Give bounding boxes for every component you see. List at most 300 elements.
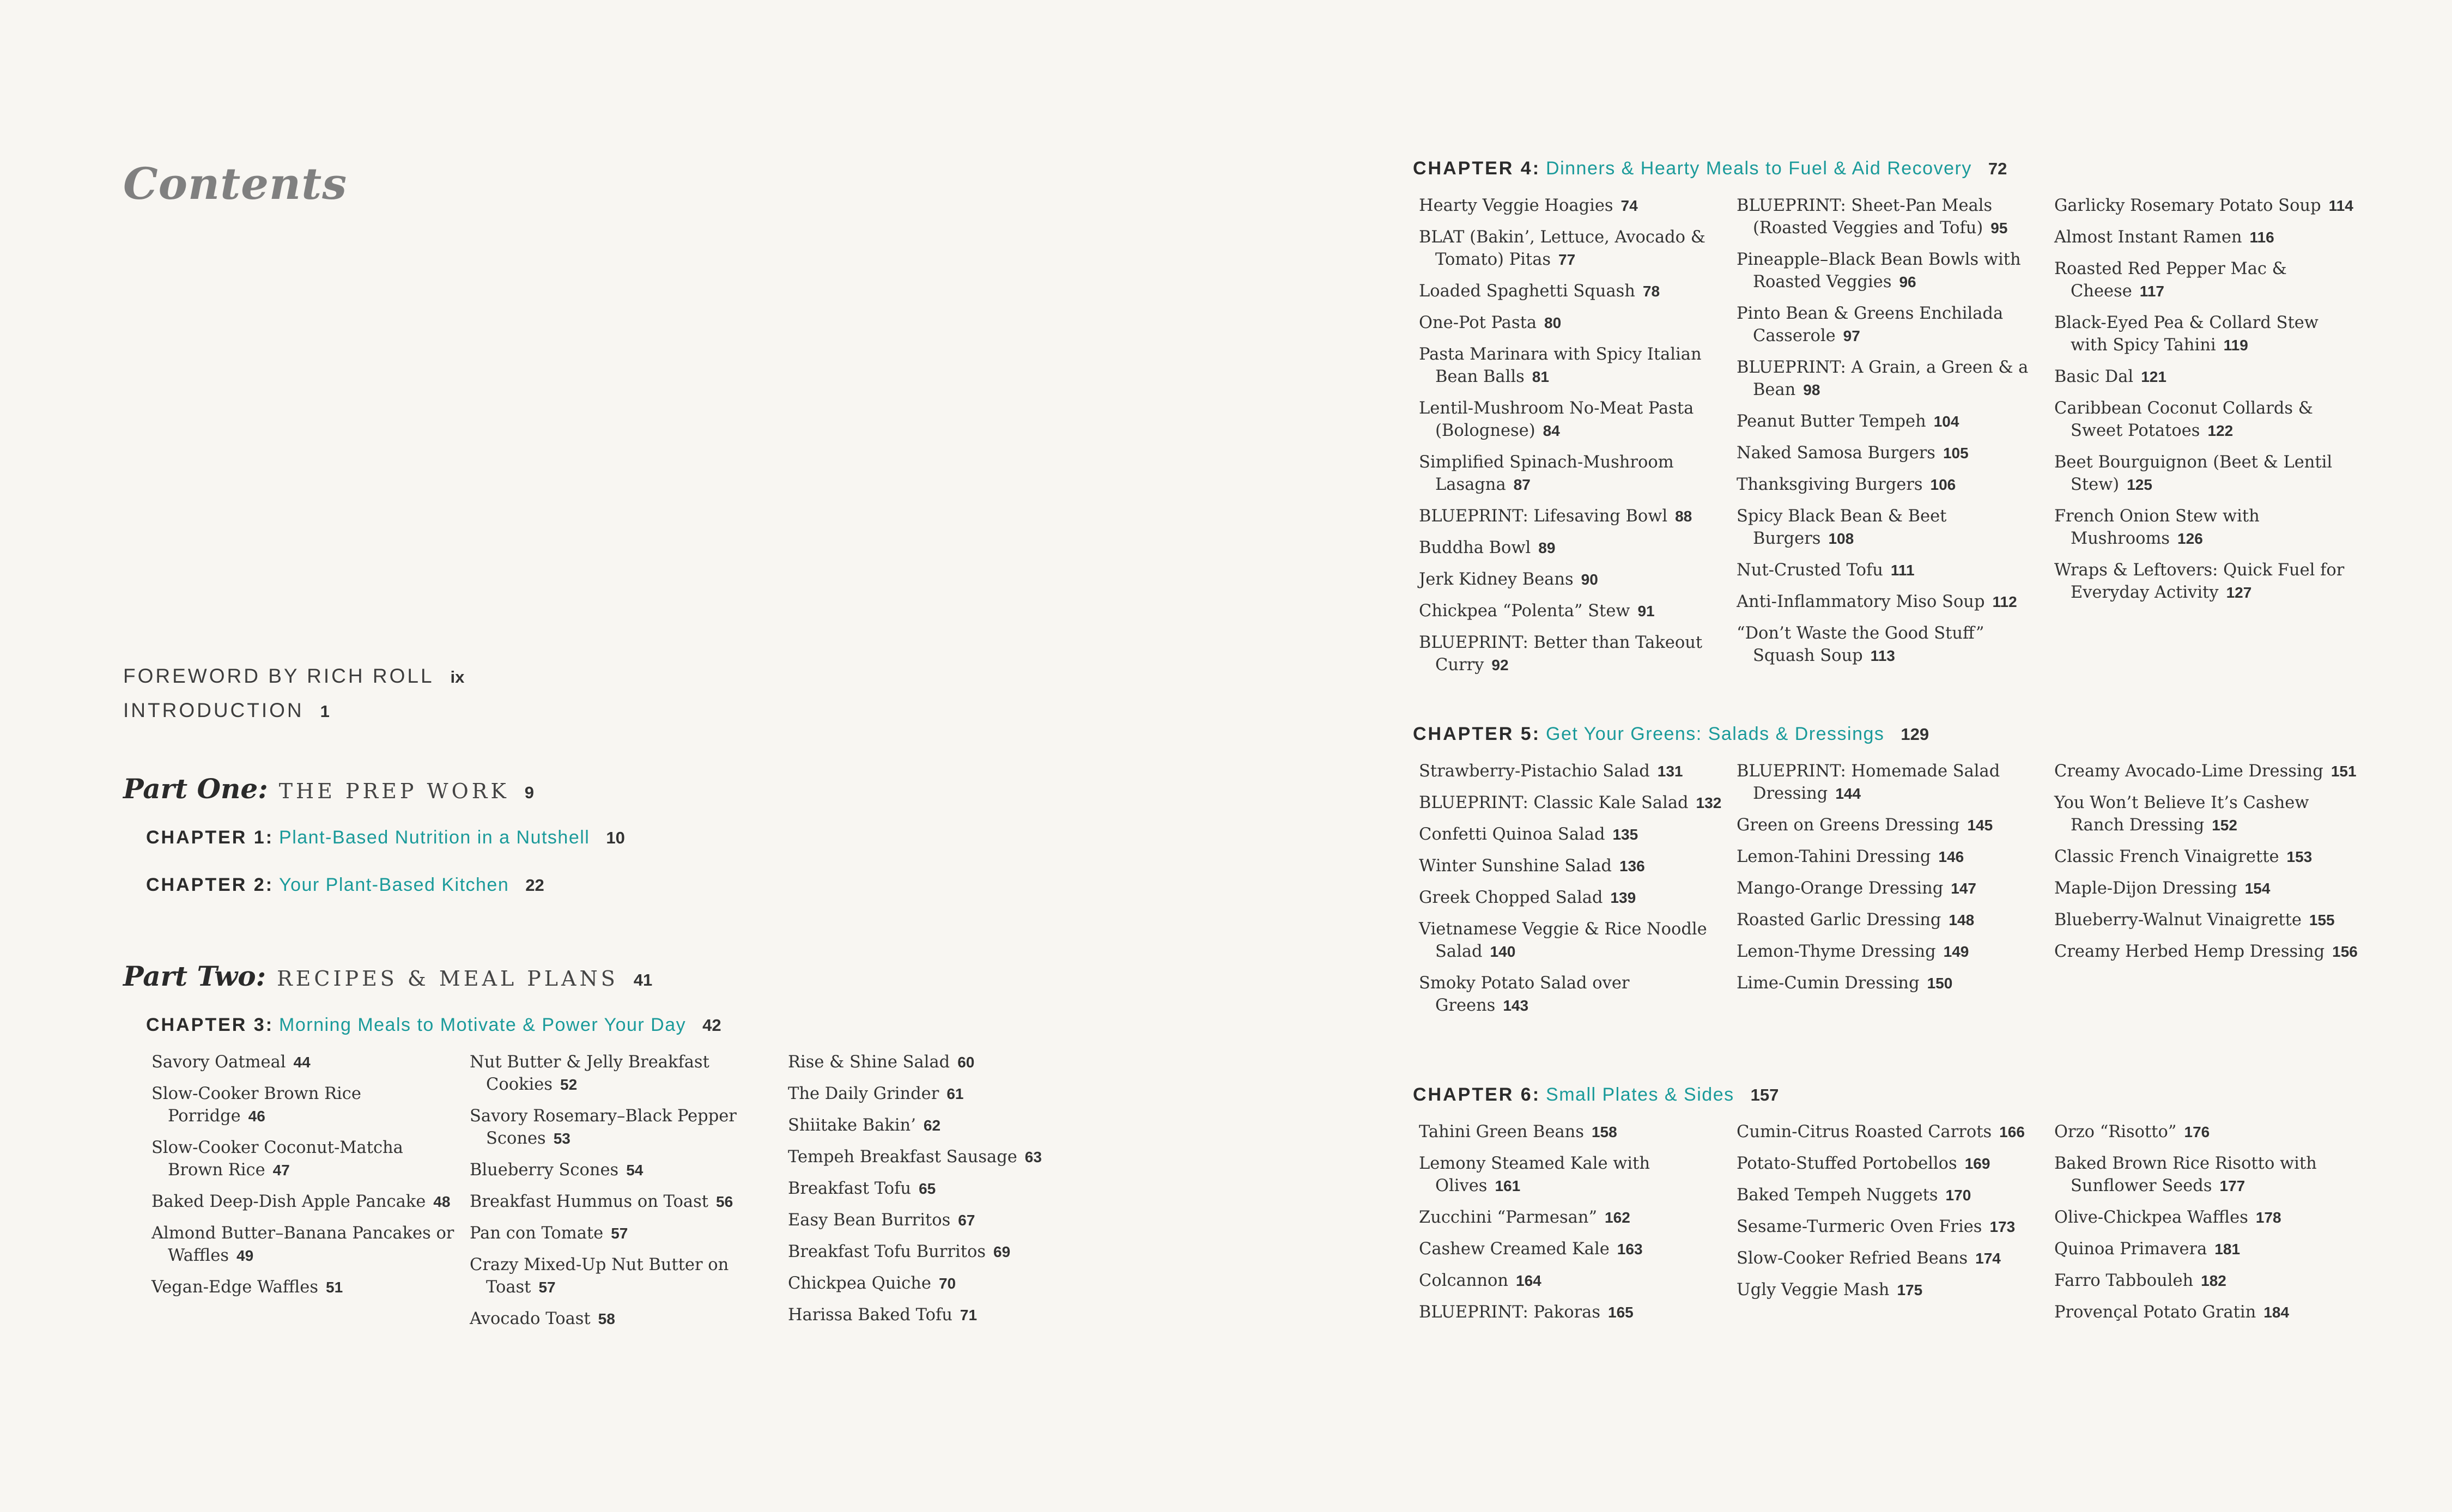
entry-title: Slow-Cooker Coconut-Matcha Brown Rice — [151, 1138, 403, 1180]
toc-entry[interactable] — [1419, 1270, 1724, 1292]
chapter-6-column-2 — [1737, 1121, 2042, 1310]
entry-page: 140 — [1490, 943, 1516, 960]
toc-entry[interactable] — [470, 1191, 775, 1213]
entry-page: 54 — [626, 1162, 644, 1179]
entry-page: 175 — [1897, 1282, 1923, 1298]
entry-page: 139 — [1610, 889, 1636, 906]
entry-page: 132 — [1696, 794, 1722, 811]
chapter-page: 42 — [702, 1016, 721, 1035]
entry-title: Easy Bean Burritos — [788, 1211, 951, 1230]
toc-entry[interactable] — [2054, 1121, 2359, 1143]
entry-title: Almond Butter–Banana Pancakes or Waffles — [151, 1224, 454, 1265]
toc-entry[interactable] — [2054, 940, 2359, 963]
toc-chapter-3[interactable] — [146, 1015, 721, 1036]
entry-page: 117 — [2139, 283, 2164, 300]
toc-entry[interactable] — [1419, 760, 1724, 782]
entry-page: 122 — [2207, 422, 2233, 439]
entry-page: 67 — [958, 1212, 975, 1229]
toc-entry[interactable] — [151, 1051, 457, 1073]
entry-page: 176 — [2184, 1124, 2210, 1140]
toc-entry[interactable] — [1419, 343, 1724, 388]
toc-part-two[interactable] — [123, 960, 652, 992]
part-one-script: Part One: — [123, 773, 268, 805]
entry-page: 111 — [1890, 562, 1915, 579]
entry-title: Tahini Green Beans — [1419, 1122, 1584, 1141]
entry-page: 150 — [1927, 975, 1953, 992]
entry-title: Caribbean Coconut Collards & Sweet Potatoes — [2054, 399, 2313, 440]
toc-entry[interactable] — [1419, 792, 1724, 814]
toc-entry[interactable] — [1419, 451, 1724, 496]
entry-title: Beet Bourguignon (Beet & Lentil Stew) — [2054, 453, 2333, 494]
entry-page: 145 — [1967, 817, 1993, 834]
entry-title: Slow-Cooker Brown Rice Porridge — [151, 1084, 361, 1126]
page-title: Contents — [123, 158, 348, 209]
entry-page: 162 — [1605, 1209, 1630, 1226]
entry-page: 156 — [2332, 943, 2358, 960]
entry-title: Creamy Herbed Hemp Dressing — [2054, 942, 2325, 961]
chapter-page: 72 — [1988, 159, 2007, 178]
entry-page: 58 — [598, 1310, 615, 1327]
toc-entry[interactable] — [1419, 195, 1724, 217]
entry-title: Avocado Toast — [470, 1309, 591, 1328]
entry-page: 74 — [1620, 197, 1638, 214]
entry-page: 57 — [538, 1279, 556, 1296]
entry-page: 92 — [1491, 657, 1509, 673]
entry-page: 164 — [1516, 1272, 1541, 1289]
entry-page: 135 — [1612, 826, 1638, 843]
entry-page: 170 — [1945, 1187, 1971, 1204]
entry-title: Chickpea “Polenta” Stew — [1419, 602, 1630, 621]
entry-page: 178 — [2255, 1209, 2281, 1226]
toc-entry[interactable] — [2054, 1152, 2359, 1197]
entry-page: 165 — [1608, 1304, 1634, 1321]
toc-entry[interactable] — [1419, 972, 1724, 1017]
chapter-title: Plant-Based Nutrition in a Nutshell — [279, 827, 590, 848]
toc-entry[interactable] — [1737, 1216, 2042, 1238]
entry-title: Shiitake Bakin’ — [788, 1116, 916, 1135]
entry-title: Cumin-Citrus Roasted Carrots — [1737, 1122, 1992, 1141]
chapter-label: CHAPTER 1: — [146, 827, 274, 848]
entry-title: Winter Sunshine Salad — [1419, 857, 1612, 876]
toc-entry[interactable] — [1419, 823, 1724, 846]
toc-entry[interactable] — [2054, 792, 2359, 836]
toc-entry[interactable] — [1737, 1121, 2042, 1143]
toc-entry[interactable] — [2054, 909, 2359, 931]
chapter-4-column-3 — [2054, 195, 2359, 613]
entry-title: Green on Greens Dressing — [1737, 816, 1960, 835]
entry-title: Vegan-Edge Waffles — [151, 1278, 318, 1297]
entry-page: 108 — [1828, 530, 1854, 547]
toc-entry[interactable] — [1737, 622, 2042, 667]
toc-entry[interactable] — [1737, 302, 2042, 347]
chapter-5-column-1 — [1419, 760, 1724, 1026]
entry-page: 78 — [1642, 283, 1660, 300]
entry-title: Pasta Marinara with Spicy Italian Bean Balls — [1419, 345, 1702, 386]
entry-page: 48 — [433, 1193, 451, 1210]
toc-entry[interactable] — [1737, 1184, 2042, 1206]
entry-title: Greek Chopped Salad — [1419, 888, 1603, 907]
toc-entry[interactable] — [1419, 280, 1724, 302]
toc-entry[interactable] — [2054, 1301, 2359, 1323]
entry-title: Baked Brown Rice Risotto with Sunflower Seeds — [2054, 1154, 2317, 1195]
entry-title: Thanksgiving Burgers — [1737, 475, 1923, 494]
toc-entry[interactable] — [788, 1272, 1093, 1295]
chapter-4-column-2 — [1737, 195, 2042, 676]
toc-entry[interactable] — [470, 1222, 775, 1244]
toc-entry[interactable] — [2054, 451, 2359, 496]
toc-entry[interactable] — [1419, 855, 1724, 877]
entry-page: 112 — [1992, 593, 2017, 610]
entry-title: Crazy Mixed-Up Nut Butter on Toast — [470, 1255, 729, 1297]
chapter-label: CHAPTER 3: — [146, 1015, 274, 1035]
entry-page: 106 — [1930, 476, 1956, 493]
entry-page: 61 — [946, 1085, 964, 1102]
toc-entry[interactable] — [1737, 940, 2042, 963]
toc-entry[interactable] — [1419, 568, 1724, 591]
toc-entry[interactable] — [2054, 312, 2359, 356]
entry-title: Black-Eyed Pea & Collard Stew with Spicy Tahini — [2054, 313, 2319, 355]
entry-page: 91 — [1637, 603, 1655, 620]
chapter-label: CHAPTER 4: — [1413, 158, 1541, 179]
toc-entry[interactable] — [2054, 1270, 2359, 1292]
entry-page: 89 — [1538, 539, 1556, 556]
entry-page: 69 — [993, 1243, 1011, 1260]
entry-title: Provençal Potato Gratin — [2054, 1303, 2256, 1322]
entry-title: Naked Samosa Burgers — [1737, 444, 1935, 463]
entry-page: 57 — [611, 1225, 628, 1242]
entry-page: 166 — [1999, 1124, 2025, 1140]
toc-entry[interactable] — [1419, 397, 1724, 442]
toc-entry[interactable] — [1737, 909, 2042, 931]
entry-page: 147 — [1951, 880, 1976, 897]
entry-page: 182 — [2201, 1272, 2226, 1289]
entry-page: 144 — [1835, 785, 1861, 802]
toc-entry[interactable] — [1419, 312, 1724, 334]
toc-chapter-4[interactable] — [1413, 158, 2007, 179]
toc-entry[interactable] — [1737, 356, 2042, 401]
entry-title: Classic French Vinaigrette — [2054, 847, 2279, 866]
entry-title: BLUEPRINT: Classic Kale Salad — [1419, 793, 1689, 812]
entry-title: Savory Oatmeal — [151, 1053, 286, 1072]
entry-page: 113 — [1870, 647, 1895, 664]
entry-page: 49 — [236, 1247, 254, 1264]
toc-entry[interactable] — [1737, 505, 2042, 550]
introduction-label: INTRODUCTION — [123, 699, 304, 721]
part-two-name: RECIPES & MEAL PLANS — [277, 967, 618, 991]
entry-page: 121 — [2141, 368, 2166, 385]
entry-page: 114 — [2328, 197, 2353, 214]
toc-entry[interactable] — [788, 1051, 1093, 1073]
entry-title: Roasted Garlic Dressing — [1737, 910, 1941, 930]
entry-title: Almost Instant Ramen — [2054, 228, 2242, 247]
entry-page: 181 — [2214, 1241, 2241, 1258]
toc-entry[interactable] — [1737, 846, 2042, 868]
entry-title: BLUEPRINT: A Grain, a Green & a Bean — [1737, 358, 2029, 399]
entry-title: Potato-Stuffed Portobellos — [1737, 1154, 1957, 1173]
part-two-script: Part Two: — [123, 960, 266, 992]
toc-entry[interactable] — [470, 1105, 775, 1150]
toc-entry[interactable] — [1737, 248, 2042, 293]
chapter-6-column-1 — [1419, 1121, 1724, 1333]
chapter-page: 22 — [525, 876, 544, 895]
entry-page: 177 — [2219, 1177, 2245, 1194]
entry-title: “Don’t Waste the Good Stuff” Squash Soup — [1737, 624, 1984, 665]
entry-page: 174 — [1975, 1250, 2001, 1267]
toc-entry[interactable] — [1419, 886, 1724, 909]
toc-entry[interactable] — [1419, 918, 1724, 963]
entry-page: 90 — [1581, 571, 1598, 588]
toc-entry[interactable] — [1737, 559, 2042, 581]
entry-title: Zucchini “Parmesan” — [1419, 1208, 1598, 1227]
entry-title: Anti-Inflammatory Miso Soup — [1737, 592, 1985, 611]
entry-title: Nut-Crusted Tofu — [1737, 561, 1883, 580]
entry-page: 155 — [2309, 912, 2335, 928]
toc-entry[interactable] — [1737, 442, 2042, 464]
entry-title: Simplified Spinach-Mushroom Lasagna — [1419, 453, 1674, 494]
toc-entry[interactable] — [788, 1304, 1093, 1326]
entry-page: 163 — [1617, 1241, 1643, 1258]
toc-chapter-5[interactable] — [1413, 724, 1929, 745]
chapter-title: Get Your Greens: Salads & Dressings — [1546, 724, 1885, 744]
toc-entry[interactable] — [1419, 631, 1724, 676]
entry-page: 126 — [2177, 530, 2203, 547]
toc-introduction[interactable] — [123, 699, 330, 722]
entry-page: 148 — [1949, 912, 1975, 928]
entry-title: BLUEPRINT: Homemade Salad Dressing — [1737, 762, 2000, 803]
entry-page: 158 — [1591, 1124, 1617, 1140]
entry-page: 77 — [1558, 251, 1576, 268]
entry-page: 152 — [2212, 817, 2237, 834]
entry-page: 44 — [293, 1054, 311, 1071]
toc-entry[interactable] — [2054, 846, 2359, 868]
entry-title: The Daily Grinder — [788, 1084, 939, 1103]
entry-title: Spicy Black Bean & Beet Burgers — [1737, 507, 1947, 548]
entry-page: 51 — [326, 1279, 343, 1296]
entry-title: Wraps & Leftovers: Quick Fuel for Everyday Activity — [2054, 561, 2345, 602]
entry-title: Lemon-Thyme Dressing — [1737, 942, 1936, 961]
toc-entry[interactable] — [2054, 559, 2359, 604]
toc-entry[interactable] — [1737, 1247, 2042, 1270]
entry-title: Olive-Chickpea Waffles — [2054, 1208, 2248, 1227]
entry-title: You Won’t Believe It’s Cashew Ranch Dressing — [2054, 793, 2309, 835]
toc-entry[interactable] — [1419, 600, 1724, 622]
toc-chapter-6[interactable] — [1413, 1084, 1779, 1106]
entry-title: Baked Tempeh Nuggets — [1737, 1186, 1938, 1205]
entry-page: 84 — [1543, 422, 1560, 439]
toc-entry[interactable] — [470, 1308, 775, 1330]
chapter-label: CHAPTER 6: — [1413, 1084, 1541, 1105]
entry-page: 98 — [1803, 381, 1820, 398]
toc-entry[interactable] — [1419, 505, 1724, 527]
entry-title: Smoky Potato Salad over Greens — [1419, 974, 1630, 1015]
chapter-title: Morning Meals to Motivate & Power Your Day — [279, 1015, 687, 1035]
toc-entry[interactable] — [1419, 1152, 1724, 1197]
toc-chapter-1[interactable] — [146, 827, 625, 848]
entry-title: Lentil-Mushroom No-Meat Pasta (Bolognese) — [1419, 399, 1694, 440]
toc-entry[interactable] — [1737, 1279, 2042, 1301]
entry-title: Mango-Orange Dressing — [1737, 879, 1944, 898]
entry-page: 116 — [2249, 229, 2274, 246]
entry-title: Rise & Shine Salad — [788, 1053, 950, 1072]
toc-entry[interactable] — [1737, 591, 2042, 613]
chapter-label: CHAPTER 5: — [1413, 724, 1541, 744]
entry-title: Confetti Quinoa Salad — [1419, 825, 1605, 844]
toc-entry[interactable] — [1419, 537, 1724, 559]
entry-title: Maple-Dijon Dressing — [2054, 879, 2237, 898]
entry-title: Sesame-Turmeric Oven Fries — [1737, 1217, 1982, 1236]
entry-title: BLUEPRINT: Pakoras — [1419, 1303, 1601, 1322]
toc-entry[interactable] — [1737, 195, 2042, 239]
chapter-title: Dinners & Hearty Meals to Fuel & Aid Recovery — [1546, 158, 1972, 179]
entry-title: Farro Tabbouleh — [2054, 1271, 2194, 1290]
entry-title: Breakfast Tofu Burritos — [788, 1242, 986, 1261]
chapter-label: CHAPTER 2: — [146, 875, 274, 895]
entry-page: 97 — [1843, 327, 1860, 344]
chapter-page: 157 — [1750, 1085, 1779, 1104]
entry-title: Colcannon — [1419, 1271, 1509, 1290]
chapter-3-column-2 — [470, 1051, 775, 1339]
entry-title: Vietnamese Veggie & Rice Noodle Salad — [1419, 920, 1707, 961]
entry-title: Buddha Bowl — [1419, 538, 1531, 557]
toc-entry[interactable] — [2054, 1238, 2359, 1260]
chapter-6-column-3 — [2054, 1121, 2359, 1333]
entry-title: Ugly Veggie Mash — [1737, 1280, 1890, 1300]
entry-title: Cashew Creamed Kale — [1419, 1240, 1610, 1259]
entry-page: 81 — [1532, 368, 1549, 385]
toc-entry[interactable] — [151, 1083, 457, 1127]
entry-page: 146 — [1938, 848, 1964, 865]
entry-page: 96 — [1899, 274, 1916, 290]
entry-title: Creamy Avocado-Lime Dressing — [2054, 762, 2323, 781]
entry-page: 65 — [919, 1180, 936, 1197]
entry-title: One-Pot Pasta — [1419, 313, 1537, 332]
toc-foreword[interactable] — [123, 665, 464, 688]
entry-title: Harissa Baked Tofu — [788, 1305, 952, 1325]
entry-page: 119 — [2223, 337, 2248, 354]
entry-title: Savory Rosemary–Black Pepper Scones — [470, 1107, 737, 1148]
toc-entry[interactable] — [151, 1222, 457, 1267]
entry-page: 71 — [960, 1307, 978, 1323]
entry-page: 143 — [1503, 997, 1529, 1014]
entry-page: 46 — [248, 1108, 265, 1125]
entry-page: 52 — [560, 1076, 578, 1093]
entry-page: 127 — [2226, 584, 2252, 601]
toc-entry[interactable] — [2054, 877, 2359, 900]
entry-title: Blueberry Scones — [470, 1161, 619, 1180]
entry-page: 161 — [1495, 1177, 1521, 1194]
toc-entry[interactable] — [788, 1209, 1093, 1231]
entry-title: Pan con Tomate — [470, 1224, 604, 1243]
toc-entry[interactable] — [788, 1177, 1093, 1200]
toc-entry[interactable] — [470, 1159, 775, 1181]
toc-entry[interactable] — [2054, 1206, 2359, 1229]
entry-title: French Onion Stew with Mushrooms — [2054, 507, 2260, 548]
toc-entry[interactable] — [788, 1114, 1093, 1137]
entry-page: 104 — [1933, 413, 1959, 430]
entry-title: Breakfast Tofu — [788, 1179, 912, 1198]
chapter-3-column-1 — [151, 1051, 457, 1308]
toc-entry[interactable] — [151, 1191, 457, 1213]
toc-entry[interactable] — [1737, 814, 2042, 836]
toc-entry[interactable] — [470, 1254, 775, 1298]
entry-title: BLAT (Bakin’, Lettuce, Avocado & Tomato) Pitas — [1419, 228, 1706, 269]
foreword-page: ix — [450, 667, 465, 687]
toc-chapter-2[interactable] — [146, 875, 544, 896]
chapter-5-column-3 — [2054, 760, 2359, 972]
entry-page: 80 — [1544, 314, 1562, 331]
toc-entry[interactable] — [788, 1241, 1093, 1263]
part-one-name: THE PREP WORK — [278, 779, 509, 803]
toc-entry[interactable] — [1419, 1301, 1724, 1323]
toc-entry[interactable] — [1737, 760, 2042, 805]
entry-page: 60 — [957, 1054, 975, 1071]
toc-entry[interactable] — [2054, 195, 2359, 217]
part-two-page: 41 — [633, 970, 653, 989]
entry-page: 125 — [2127, 476, 2152, 493]
entry-page: 87 — [1513, 476, 1531, 493]
part-one-page: 9 — [524, 783, 535, 802]
entry-title: Quinoa Primavera — [2054, 1240, 2207, 1259]
entry-page: 63 — [1024, 1149, 1042, 1165]
toc-entry[interactable] — [2054, 226, 2359, 248]
entry-title: Baked Deep-Dish Apple Pancake — [151, 1192, 426, 1211]
entry-title: Pinto Bean & Greens Enchilada Casserole — [1737, 304, 2004, 345]
toc-entry[interactable] — [470, 1051, 775, 1096]
entry-page: 88 — [1675, 508, 1692, 525]
entry-title: BLUEPRINT: Sheet-Pan Meals (Roasted Veggies and Tofu) — [1737, 196, 1993, 238]
toc-entry[interactable] — [1419, 1206, 1724, 1229]
toc-entry[interactable] — [1737, 473, 2042, 496]
entry-title: Lime-Cumin Dressing — [1737, 974, 1920, 993]
chapter-page: 129 — [1901, 725, 1929, 744]
chapter-4-column-1 — [1419, 195, 1724, 685]
entry-title: Strawberry-Pistachio Salad — [1419, 762, 1650, 781]
entry-page: 56 — [716, 1193, 733, 1210]
toc-entry[interactable] — [151, 1276, 457, 1298]
toc-entry[interactable] — [1419, 226, 1724, 271]
toc-entry[interactable] — [788, 1146, 1093, 1168]
toc-entry[interactable] — [1737, 972, 2042, 994]
entry-title: Basic Dal — [2054, 367, 2134, 386]
entry-title: BLUEPRINT: Lifesaving Bowl — [1419, 507, 1668, 526]
chapter-page: 10 — [606, 828, 625, 847]
entry-title: Lemon-Tahini Dressing — [1737, 847, 1931, 866]
toc-entry[interactable] — [2054, 366, 2359, 388]
entry-title: Lemony Steamed Kale with Olives — [1419, 1154, 1650, 1195]
toc-entry[interactable] — [788, 1083, 1093, 1105]
toc-entry[interactable] — [151, 1137, 457, 1181]
toc-entry[interactable] — [1737, 410, 2042, 433]
toc-entry[interactable] — [2054, 505, 2359, 550]
entry-page: 131 — [1657, 763, 1683, 780]
toc-part-one[interactable] — [123, 773, 534, 805]
toc-entry[interactable] — [1737, 877, 2042, 900]
entry-title: Roasted Red Pepper Mac & Cheese — [2054, 259, 2287, 301]
toc-entry[interactable] — [2054, 397, 2359, 442]
toc-entry[interactable] — [1737, 1152, 2042, 1175]
entry-page: 173 — [1989, 1218, 2016, 1235]
entry-title: Hearty Veggie Hoagies — [1419, 196, 1613, 215]
toc-entry[interactable] — [1419, 1238, 1724, 1260]
toc-entry[interactable] — [2054, 760, 2359, 782]
entry-title: Chickpea Quiche — [788, 1274, 931, 1293]
toc-entry[interactable] — [1419, 1121, 1724, 1143]
entry-title: Tempeh Breakfast Sausage — [788, 1147, 1017, 1167]
toc-entry[interactable] — [2054, 258, 2359, 302]
entry-title: Peanut Butter Tempeh — [1737, 412, 1926, 431]
entry-page: 151 — [2330, 763, 2357, 780]
entry-title: Pineapple–Black Bean Bowls with Roasted Veggies — [1737, 250, 2021, 292]
